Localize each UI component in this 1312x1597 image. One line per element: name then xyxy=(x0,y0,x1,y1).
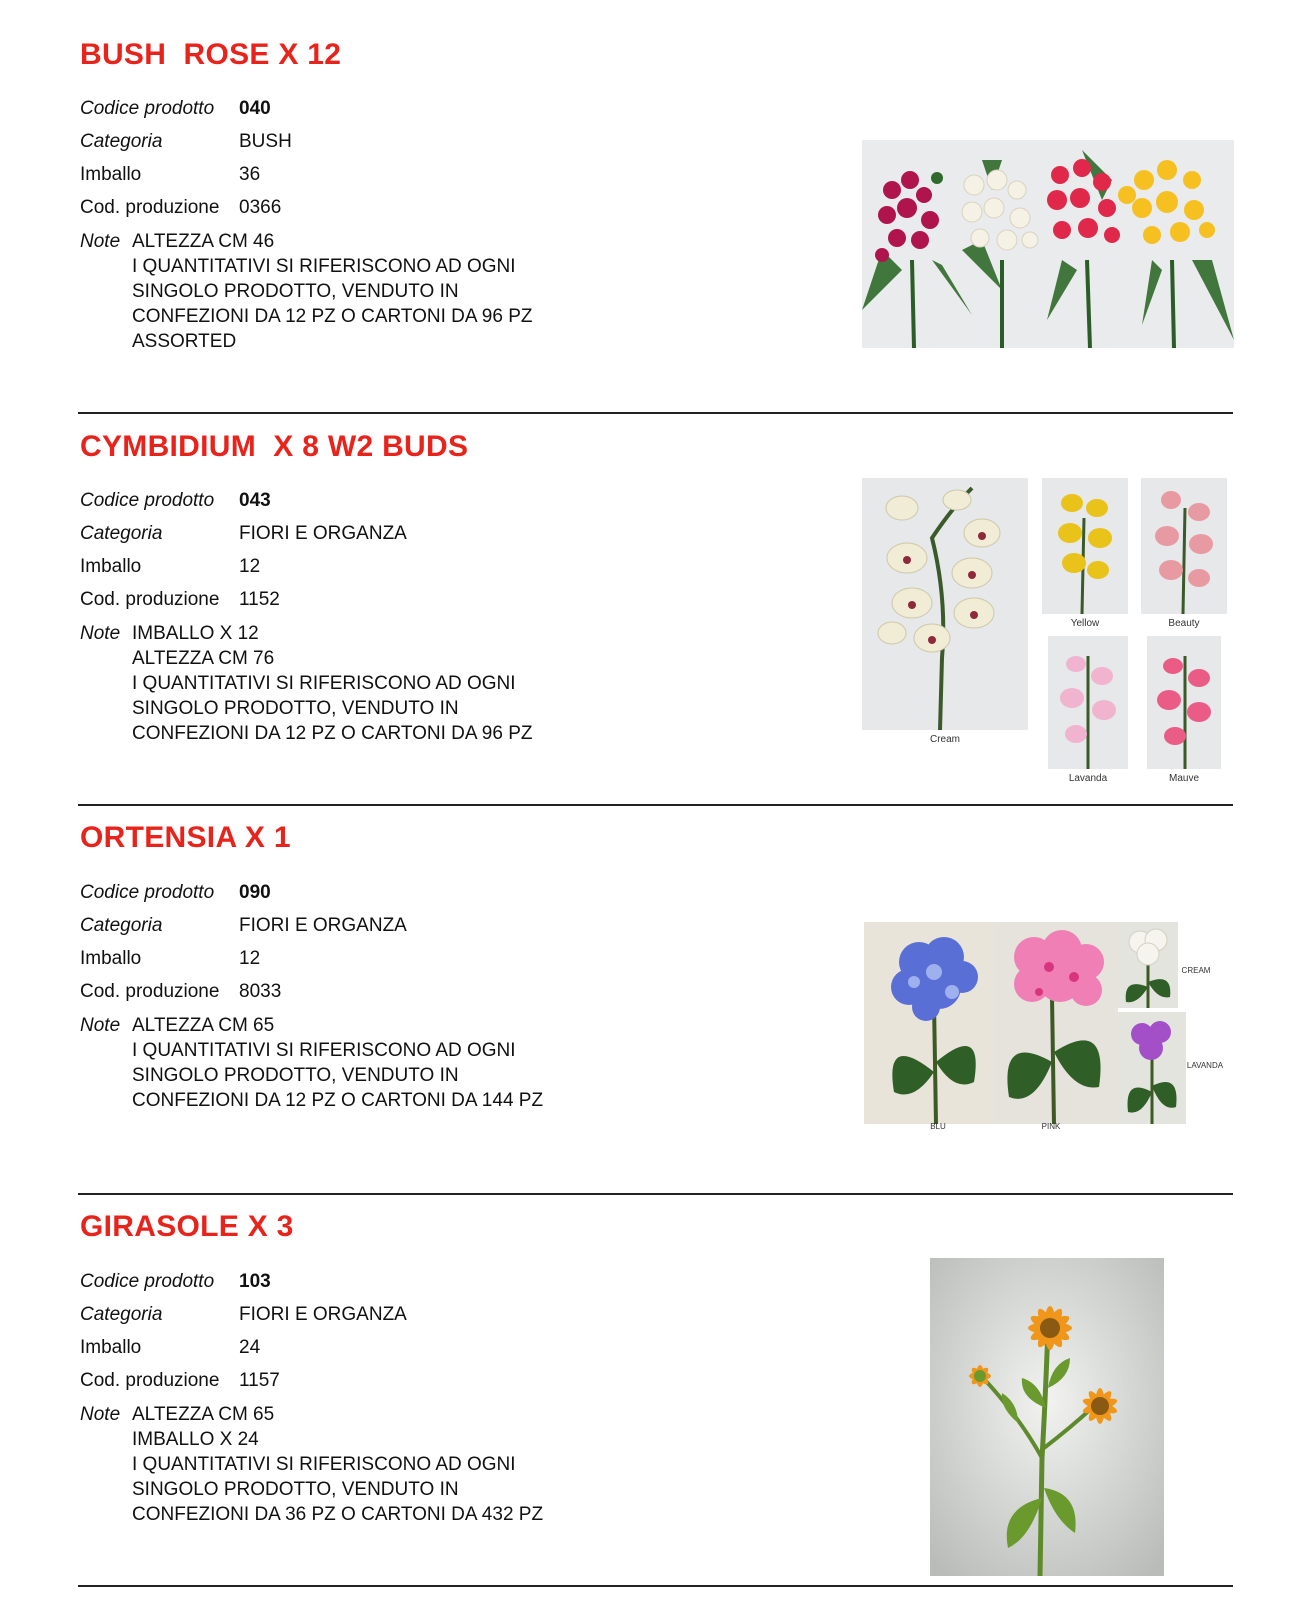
imballo-label: Imballo xyxy=(80,1337,142,1358)
codice-label: Codice prodotto xyxy=(80,882,215,903)
hydrangea-blu-photo xyxy=(864,922,994,1124)
categoria-label: Categoria xyxy=(80,1304,163,1325)
section-divider xyxy=(78,1193,1233,1195)
categoria-value: FIORI E ORGANZA xyxy=(239,523,407,544)
produzione-row xyxy=(80,1370,280,1392)
caption-cream: CREAM xyxy=(1181,966,1211,975)
categoria-label: Categoria xyxy=(80,523,163,544)
note-line: SINGOLO PRODOTTO, VENDUTO IN xyxy=(132,281,459,302)
note-line: I QUANTITATIVI SI RIFERISCONO AD OGNI xyxy=(132,673,516,694)
note-label: Note xyxy=(80,1015,121,1036)
note-line: I QUANTITATIVI SI RIFERISCONO AD OGNI xyxy=(132,1454,516,1475)
codice-row xyxy=(80,1271,271,1293)
imballo-value: 36 xyxy=(239,164,261,185)
produzione-value: 0366 xyxy=(239,197,282,218)
produzione-label: Cod. produzione xyxy=(80,589,220,610)
produzione-row xyxy=(80,589,280,611)
categoria-row xyxy=(80,523,407,545)
categoria-row xyxy=(80,915,407,937)
product-title: CYMBIDIUM X 8 W2 BUDS xyxy=(80,430,469,463)
imballo-label: Imballo xyxy=(80,948,142,969)
categoria-row xyxy=(80,131,292,153)
produzione-label: Cod. produzione xyxy=(80,1370,220,1391)
note-line: IMBALLO X 24 xyxy=(132,1429,259,1450)
note-line: I QUANTITATIVI SI RIFERISCONO AD OGNI xyxy=(132,1040,516,1061)
imballo-label: Imballo xyxy=(80,556,142,577)
note-label: Note xyxy=(80,623,121,644)
note-line: SINGOLO PRODOTTO, VENDUTO IN xyxy=(132,698,459,719)
codice-value: 040 xyxy=(239,98,271,119)
categoria-row xyxy=(80,1304,407,1326)
note-line: ALTEZZA CM 76 xyxy=(132,648,275,669)
produzione-label: Cod. produzione xyxy=(80,981,220,1002)
codice-label: Codice prodotto xyxy=(80,490,215,511)
codice-row xyxy=(80,490,271,512)
imballo-row xyxy=(80,948,260,970)
caption-blu: BLU xyxy=(930,1122,946,1131)
note-line: ALTEZZA CM 46 xyxy=(132,231,275,252)
hydrangea-cream-photo xyxy=(1118,922,1178,1008)
note-line: CONFEZIONI DA 36 PZ O CARTONI DA 432 PZ xyxy=(132,1504,544,1525)
note-line: SINGOLO PRODOTTO, VENDUTO IN xyxy=(132,1479,459,1500)
note-line: I QUANTITATIVI SI RIFERISCONO AD OGNI xyxy=(132,256,516,277)
produzione-value: 8033 xyxy=(239,981,282,1002)
categoria-value: FIORI E ORGANZA xyxy=(239,1304,407,1325)
note-line: CONFEZIONI DA 12 PZ O CARTONI DA 96 PZ xyxy=(132,306,533,327)
hydrangea-pink-photo xyxy=(994,922,1118,1124)
caption-lavanda: Lavanda xyxy=(1068,773,1108,784)
note-line: ALTEZZA CM 65 xyxy=(132,1015,275,1036)
categoria-label: Categoria xyxy=(80,915,163,936)
orchid-lavanda-photo xyxy=(1048,636,1128,769)
produzione-label: Cod. produzione xyxy=(80,197,220,218)
caption-lavanda: LAVANDA xyxy=(1186,1061,1224,1070)
imballo-row xyxy=(80,1337,260,1359)
note-line: ALTEZZA CM 65 xyxy=(132,1404,275,1425)
orchid-beauty-photo xyxy=(1141,478,1227,614)
note-line: IMBALLO X 12 xyxy=(132,623,259,644)
categoria-value: BUSH xyxy=(239,131,292,152)
bush-rose-photo xyxy=(862,140,1234,348)
note-label: Note xyxy=(80,1404,121,1425)
orchid-yellow-photo xyxy=(1042,478,1128,614)
produzione-value: 1157 xyxy=(239,1370,280,1391)
section-divider xyxy=(78,804,1233,806)
note-line: SINGOLO PRODOTTO, VENDUTO IN xyxy=(132,1065,459,1086)
codice-value: 090 xyxy=(239,882,271,903)
orchid-cream-photo xyxy=(862,478,1028,730)
product-title: BUSH ROSE X 12 xyxy=(80,38,342,71)
section-divider xyxy=(78,412,1233,414)
product-title: ORTENSIA X 1 xyxy=(80,821,291,854)
codice-row xyxy=(80,98,271,120)
produzione-row xyxy=(80,197,281,219)
produzione-row xyxy=(80,981,281,1003)
caption-cream: Cream xyxy=(929,734,960,745)
section-divider xyxy=(78,1585,1233,1587)
imballo-value: 24 xyxy=(239,1337,261,1358)
codice-label: Codice prodotto xyxy=(80,98,215,119)
sunflower-photo xyxy=(930,1258,1164,1576)
codice-label: Codice prodotto xyxy=(80,1271,215,1292)
hydrangea-lavanda-photo xyxy=(1118,1012,1186,1124)
caption-yellow: Yellow xyxy=(1070,618,1100,629)
note-label: Note xyxy=(80,231,121,252)
caption-beauty: Beauty xyxy=(1168,618,1200,629)
categoria-value: FIORI E ORGANZA xyxy=(239,915,407,936)
note-line: CONFEZIONI DA 12 PZ O CARTONI DA 144 PZ xyxy=(132,1090,544,1111)
imballo-row xyxy=(80,164,260,186)
codice-value: 103 xyxy=(239,1271,271,1292)
product-title: GIRASOLE X 3 xyxy=(80,1210,294,1243)
caption-mauve: Mauve xyxy=(1168,773,1199,784)
imballo-value: 12 xyxy=(239,556,261,577)
codice-value: 043 xyxy=(239,490,271,511)
orchid-mauve-photo xyxy=(1147,636,1221,769)
imballo-value: 12 xyxy=(239,948,261,969)
codice-row xyxy=(80,882,271,904)
note-line: CONFEZIONI DA 12 PZ O CARTONI DA 96 PZ xyxy=(132,723,533,744)
caption-pink: PINK xyxy=(1041,1122,1061,1131)
imballo-label: Imballo xyxy=(80,164,142,185)
categoria-label: Categoria xyxy=(80,131,163,152)
note-line: ASSORTED xyxy=(132,331,237,352)
produzione-value: 1152 xyxy=(239,589,280,610)
imballo-row xyxy=(80,556,260,578)
